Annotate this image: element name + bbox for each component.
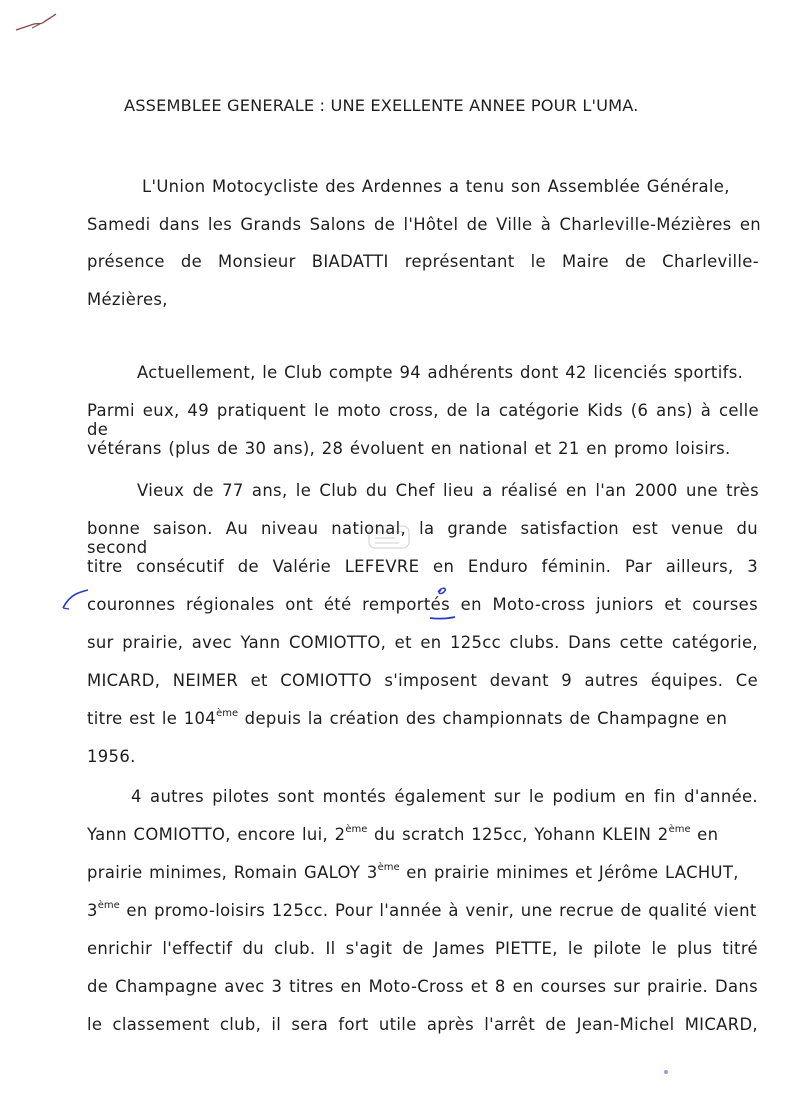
p1-line-3: présence de Monsieur BIADATTI représentant le Maire de Charleville- bbox=[87, 252, 759, 271]
p4-line-2: Yann COMIOTTO, encore lui, 2ème du scratch 125cc, Yohann KLEIN 2ème en bbox=[87, 824, 719, 844]
p3-line-3: titre consécutif de Valérie LEFEVRE en Enduro féminin. Par ailleurs, 3 bbox=[87, 557, 758, 576]
p3-line-7 bbox=[87, 709, 758, 728]
margin-check-icon bbox=[60, 588, 90, 612]
p4-line-7: le classement club, il sera fort utile après l'arrêt de Jean-Michel MICARD, bbox=[87, 1015, 758, 1034]
p3-line-2: bonne saison. Au niveau national, la grande satisfaction est venue du second bbox=[87, 519, 758, 557]
p3-line-1: Vieux de 77 ans, le Club du Chef lieu a réalisé en l'an 2000 une très bbox=[137, 481, 759, 500]
p4-line-6: de Champagne avec 3 titres en Moto-Cross et 8 en courses sur prairie. Dans bbox=[87, 977, 758, 996]
correction-mark-icon bbox=[428, 584, 458, 624]
p3-line-4: couronnes régionales ont été remportés en Moto-cross juniors et courses bbox=[87, 595, 758, 614]
document-title: ASSEMBLEE GENERALE : UNE EXELLENTE ANNEE POUR L'UMA. bbox=[124, 96, 639, 115]
p1-line-1: L'Union Motocycliste des Ardennes a tenu son Assemblée Générale, bbox=[142, 177, 730, 196]
p4-line-1: 4 autres pilotes sont montés également sur le podium en fin d'année. bbox=[131, 787, 758, 806]
p2-line-1: Actuellement, le Club compte 94 adhérents dont 42 licenciés sportifs. bbox=[137, 363, 744, 382]
p3-line-8: 1956. bbox=[87, 747, 136, 766]
scan-speck bbox=[664, 1070, 668, 1074]
p4-line-3: prairie minimes, Romain GALOY 3ème en prairie minimes et Jérôme LACHUT, bbox=[87, 862, 739, 882]
p4-line-4: 3ème en promo-loisirs 125cc. Pour l'année à venir, une recrue de qualité vient bbox=[87, 900, 757, 920]
p2-line-2: Parmi eux, 49 pratiquent le moto cross, de la catégorie Kids (6 ans) à celle de bbox=[87, 401, 759, 439]
p2-line-3: vétérans (plus de 30 ans), 28 évoluent en national et 21 en promo loisirs. bbox=[87, 439, 731, 458]
p3-line-7-superscript: ème bbox=[216, 708, 239, 719]
p1-line-4: Mézières, bbox=[87, 290, 168, 309]
p3-line-7-text-a: titre est le 104ème depuis la création des championnats de Champagne en bbox=[87, 708, 728, 728]
p3-line-5: sur prairie, avec Yann COMIOTTO, et en 125cc clubs. Dans cette catégorie, bbox=[87, 633, 758, 652]
p1-line-2: Samedi dans les Grands Salons de l'Hôtel de Ville à Charleville-Mézières en bbox=[87, 215, 761, 234]
stamp-watermark-icon bbox=[365, 518, 413, 556]
corner-scribble-icon bbox=[14, 10, 58, 36]
p4-line-5: enrichir l'effectif du club. Il s'agit de James PIETTE, le pilote le plus titré bbox=[87, 939, 758, 958]
p3-line-6: MICARD, NEIMER et COMIOTTO s'imposent devant 9 autres équipes. Ce bbox=[87, 671, 758, 690]
